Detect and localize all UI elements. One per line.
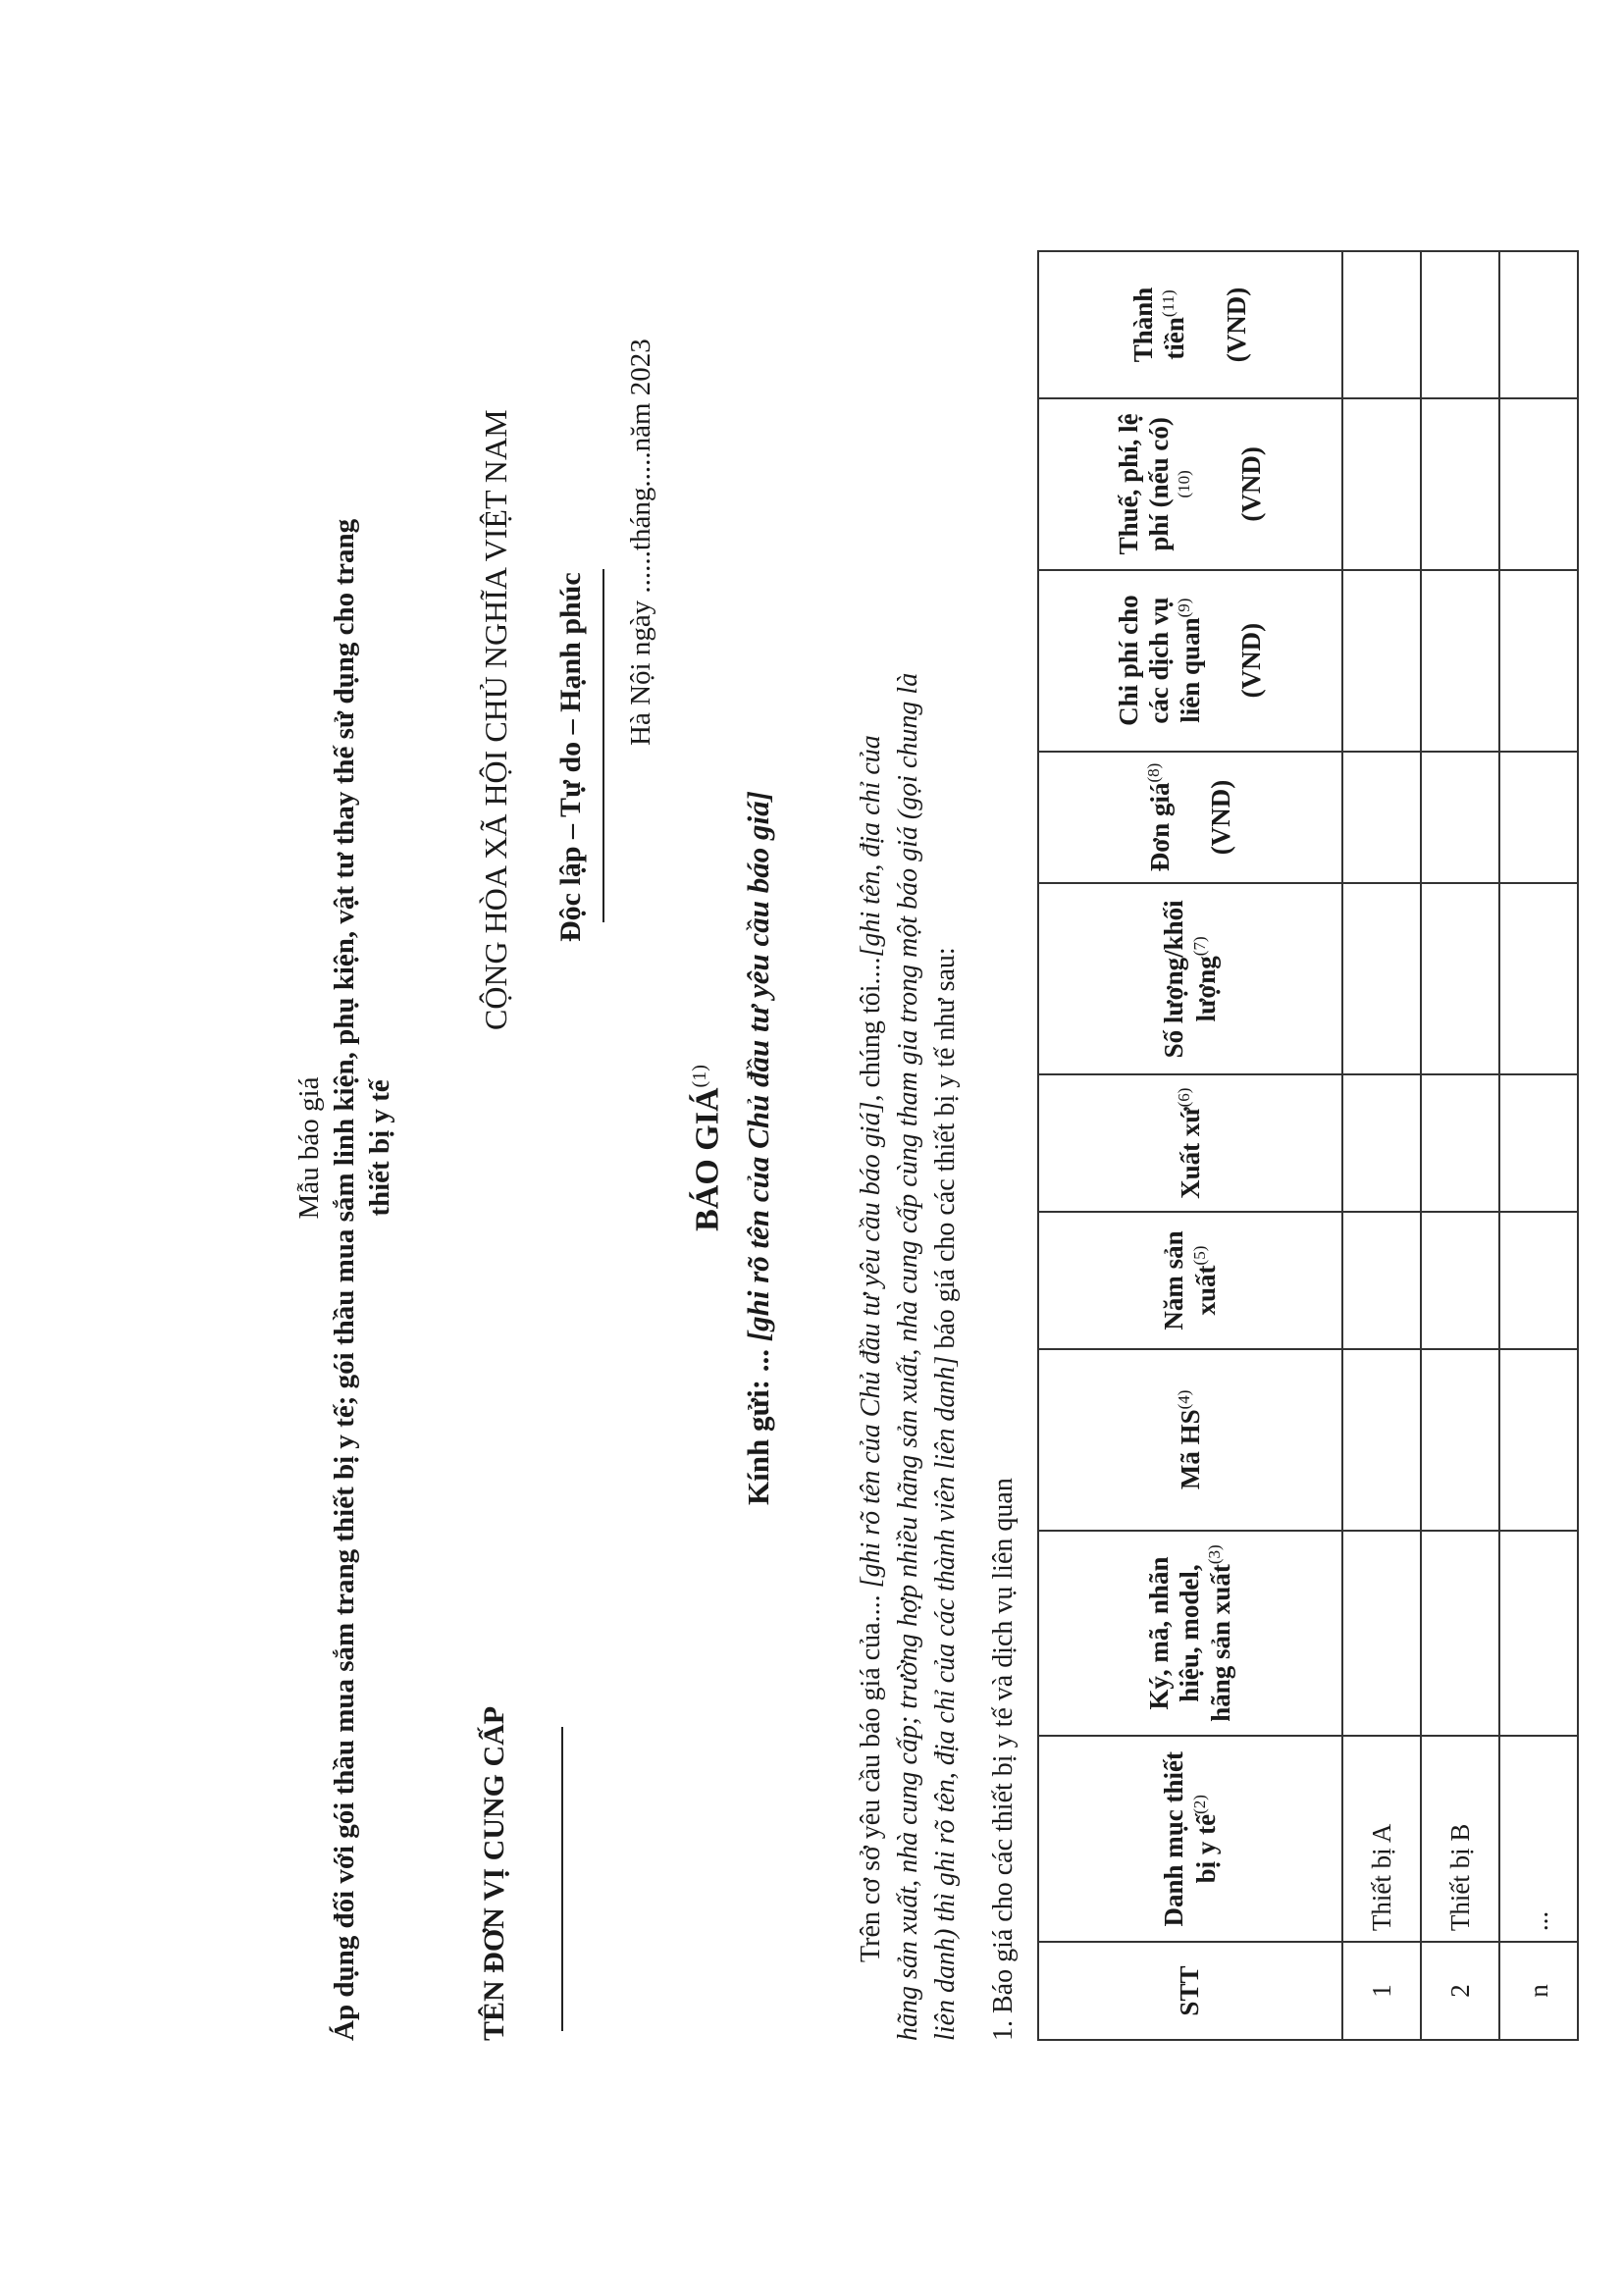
table-header-cell <box>1038 570 1342 752</box>
table-cell: Thiết bị A <box>1342 1736 1421 1942</box>
table-header-cell <box>1038 251 1342 398</box>
header-note: (6) <box>1174 1087 1193 1108</box>
header-label: Ký, mã, nhãn hiệu, model, hãng sản xuất <box>1143 1556 1236 1722</box>
header-unit: (VND) <box>1236 446 1267 522</box>
header-note: (5) <box>1189 1245 1209 1266</box>
table-cell <box>1499 1349 1578 1531</box>
supplier-name-label: TÊN ĐƠN VỊ CUNG CẤP <box>478 1705 510 2041</box>
table-header-cell <box>1038 1349 1342 1531</box>
table-cell: Thiết bị B <box>1421 1736 1499 1942</box>
document-page <box>125 108 1553 2188</box>
recipient-prefix: Kính gửi: ... <box>741 1341 775 1505</box>
row-number-cell: 1 <box>1342 1942 1421 2040</box>
recipient-line <box>741 108 776 2188</box>
table-header-cell <box>1038 1736 1342 1942</box>
table-cell <box>1499 398 1578 570</box>
table-header-cell <box>1038 398 1342 570</box>
date-line: Hà Nội ngày ......tháng.....năm 2023 <box>625 339 656 746</box>
table-cell <box>1499 883 1578 1074</box>
header-note: (10) <box>1174 470 1193 498</box>
table-header-cell <box>1038 1531 1342 1737</box>
header-unit: (VND) <box>1236 622 1267 699</box>
intro-placeholder: [ghi tên, địa chỉ của <box>856 735 886 958</box>
form-title: Mẫu báo giá <box>293 1076 325 1220</box>
motto: Độc lập – Tự do – Hạnh phúc <box>554 572 587 942</box>
table-cell <box>1342 398 1421 570</box>
table-cell <box>1499 752 1578 884</box>
quote-title-text: BÁO GIÁ <box>689 1087 726 1231</box>
table-cell <box>1499 570 1578 752</box>
apply-note-line-2: thiết bị y tế <box>364 1079 395 1217</box>
apply-note-line-1: Áp dụng đối với gói thầu mua sắm trang thiết bị y tế; gói thầu mua sắm linh kiện, phụ kiện, vật tư thay thế sử dụng cho trang <box>329 518 360 2041</box>
intro-text: Trên cơ sở yêu cầu báo giá của.... <box>856 1588 886 1962</box>
table-cell <box>1342 1349 1421 1531</box>
table-cell <box>1421 1212 1499 1349</box>
national-title: CỘNG HÒA XÃ HỘI CHỦ NGHĨA VIỆT NAM <box>478 409 513 1030</box>
table-cell <box>1421 251 1499 398</box>
table-cell <box>1342 1212 1421 1349</box>
table-row <box>1499 251 1578 2040</box>
header-note: (11) <box>1159 289 1178 318</box>
intro-text: báo giá cho các thiết bị y tế như sau: <box>930 947 961 1356</box>
row-number-cell: n <box>1499 1942 1578 2040</box>
header-label: Xuất xứ <box>1175 1107 1205 1199</box>
table-row <box>1421 251 1499 2040</box>
table-cell <box>1499 1212 1578 1349</box>
header-note: (4) <box>1174 1389 1193 1410</box>
quote-title <box>689 108 726 2188</box>
header-note: (9) <box>1174 598 1193 618</box>
header-label: Thuế, phí, lệ phí (nếu có) <box>1113 413 1174 555</box>
header-note: (2) <box>1189 1795 1209 1814</box>
table-header-cell <box>1038 1074 1342 1212</box>
table-cell <box>1499 1074 1578 1212</box>
table-header-cell <box>1038 883 1342 1074</box>
table-cell <box>1421 1074 1499 1212</box>
header-label: Mã HS <box>1175 1409 1205 1490</box>
table-cell <box>1499 251 1578 398</box>
section-1-heading: 1. Báo giá cho các thiết bị y tế và dịch vụ liên quan <box>988 1478 1019 2041</box>
table-cell <box>1421 1349 1499 1531</box>
header-note: (7) <box>1189 936 1209 957</box>
table-cell <box>1421 1531 1499 1737</box>
quote-title-note: (1) <box>689 1065 710 1088</box>
row-number-cell: 2 <box>1421 1942 1499 2040</box>
price-table <box>1037 250 1579 2041</box>
table-cell <box>1342 251 1421 398</box>
header-unit: (VND) <box>1206 779 1236 856</box>
table-header-cell <box>1038 1212 1342 1349</box>
header-note: (3) <box>1205 1544 1225 1565</box>
header-note: (8) <box>1143 762 1163 783</box>
header-unit: (VND) <box>1221 287 1251 363</box>
table-body <box>1342 251 1578 2040</box>
header-label: Số lượng/khối lượng <box>1159 900 1221 1059</box>
header-label: STT <box>1175 1965 1205 2016</box>
header-label: Năm sản xuất <box>1159 1230 1221 1331</box>
motto-underline <box>602 569 604 922</box>
table-cell <box>1342 883 1421 1074</box>
table-cell <box>1421 570 1499 752</box>
table-cell <box>1499 1531 1578 1737</box>
table-header-cell <box>1038 1942 1342 2040</box>
table-cell <box>1342 1074 1421 1212</box>
intro-line-2: hãng sản xuất, nhà cung cấp; trường hợp nhiều hãng sản xuất, nhà cung cấp cùng tham gia trong một báo giá (gọi chung là <box>893 672 923 2041</box>
table-cell <box>1342 1531 1421 1737</box>
intro-placeholder: [ghi rõ tên của Chủ đầu tư yêu cầu báo giá] <box>856 1101 886 1589</box>
table-header-row <box>1038 251 1342 2040</box>
intro-line-3 <box>930 947 962 2041</box>
recipient-placeholder: [ghi rõ tên của Chủ đầu tư yêu cầu báo giá] <box>741 791 775 1342</box>
supplier-underline <box>561 1727 563 2031</box>
header-label: Danh mục thiết bị y tế <box>1159 1751 1221 1927</box>
table-row <box>1342 251 1421 2040</box>
table-cell <box>1421 752 1499 884</box>
table-cell <box>1421 398 1499 570</box>
header-label: Thành tiền <box>1128 287 1190 363</box>
intro-placeholder: liên danh) thì ghi rõ tên, địa chỉ của các thành viên liên danh] <box>930 1355 961 2041</box>
intro-line-1 <box>856 735 887 1962</box>
table-cell <box>1342 570 1421 752</box>
table-header-cell <box>1038 752 1342 884</box>
table-cell <box>1342 752 1421 884</box>
header-label: Chi phí cho các dịch vụ liên quan <box>1113 595 1205 726</box>
header-label: Đơn giá <box>1144 782 1175 872</box>
table-cell: ... <box>1499 1736 1578 1942</box>
intro-text: , chúng tôi.... <box>856 957 886 1102</box>
table-cell <box>1421 883 1499 1074</box>
